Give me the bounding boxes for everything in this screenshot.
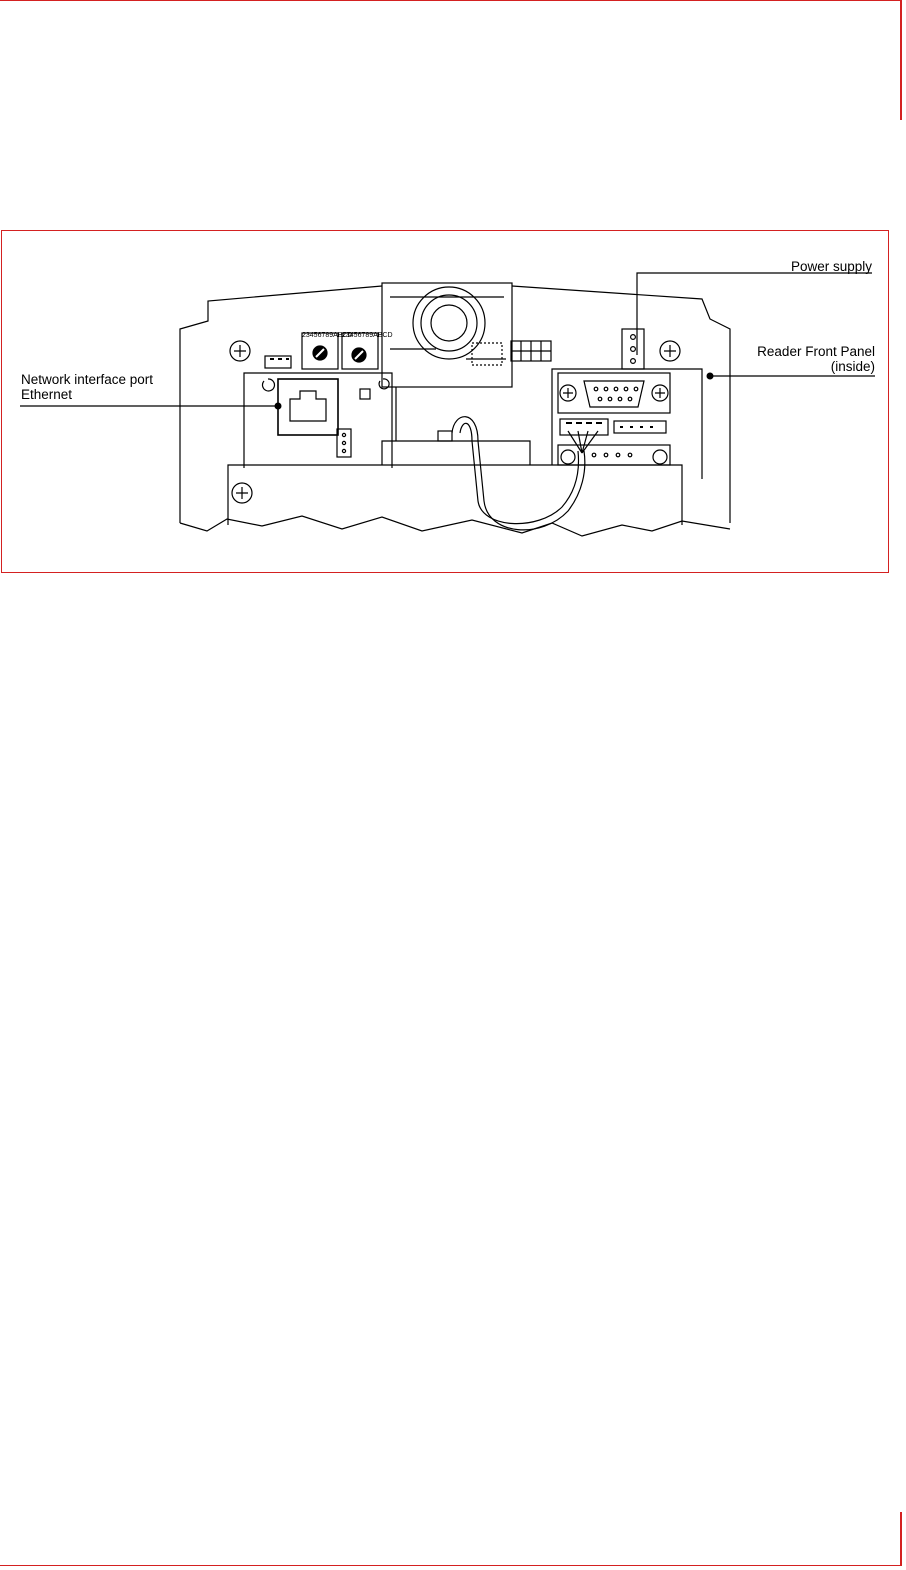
top-rule (0, 0, 900, 1)
figure-frame (1, 230, 889, 573)
terminal-strip (560, 419, 608, 435)
screw-icon-top-left (230, 341, 250, 361)
callout-front-panel-line1: Reader Front Panel (757, 344, 875, 359)
rotary-switch-left-label: 23456789ABCD (302, 332, 353, 339)
housing-jagged-bottom (180, 516, 730, 536)
right-board (552, 369, 702, 479)
board-led-mark (262, 379, 274, 391)
top-right-margin-bar (900, 0, 902, 120)
rotary-switch-right (342, 332, 393, 369)
housing-outline (180, 286, 730, 523)
front-plate (228, 465, 682, 525)
callout-network-port-line1: Network interface port (21, 372, 154, 387)
screw-icon-top-right (660, 341, 680, 361)
screw-icon-bottom-left (232, 483, 252, 503)
middle-plate (382, 387, 530, 465)
bottom-rule (0, 1565, 900, 1566)
speaker-module (382, 283, 512, 387)
jumper-connector (265, 356, 291, 368)
ethernet-port (278, 379, 338, 435)
callout-power-supply: Power supply (790, 259, 872, 274)
reader-interior-diagram (2, 231, 890, 574)
bottom-right-margin-bar (900, 1512, 902, 1566)
speaker-icon (413, 287, 485, 359)
rotary-switch-right-label: 23456789ABCD (342, 332, 393, 339)
cable-wires (568, 431, 598, 453)
board-square-mark (360, 389, 370, 399)
callout-front-panel-line2: (inside) (830, 359, 875, 374)
leader-power-supply (637, 273, 872, 355)
pin-grid (511, 341, 551, 361)
callout-network-port-line2: Ethernet (21, 387, 73, 402)
db9-connector (558, 373, 670, 413)
rj45-icon (290, 391, 326, 421)
